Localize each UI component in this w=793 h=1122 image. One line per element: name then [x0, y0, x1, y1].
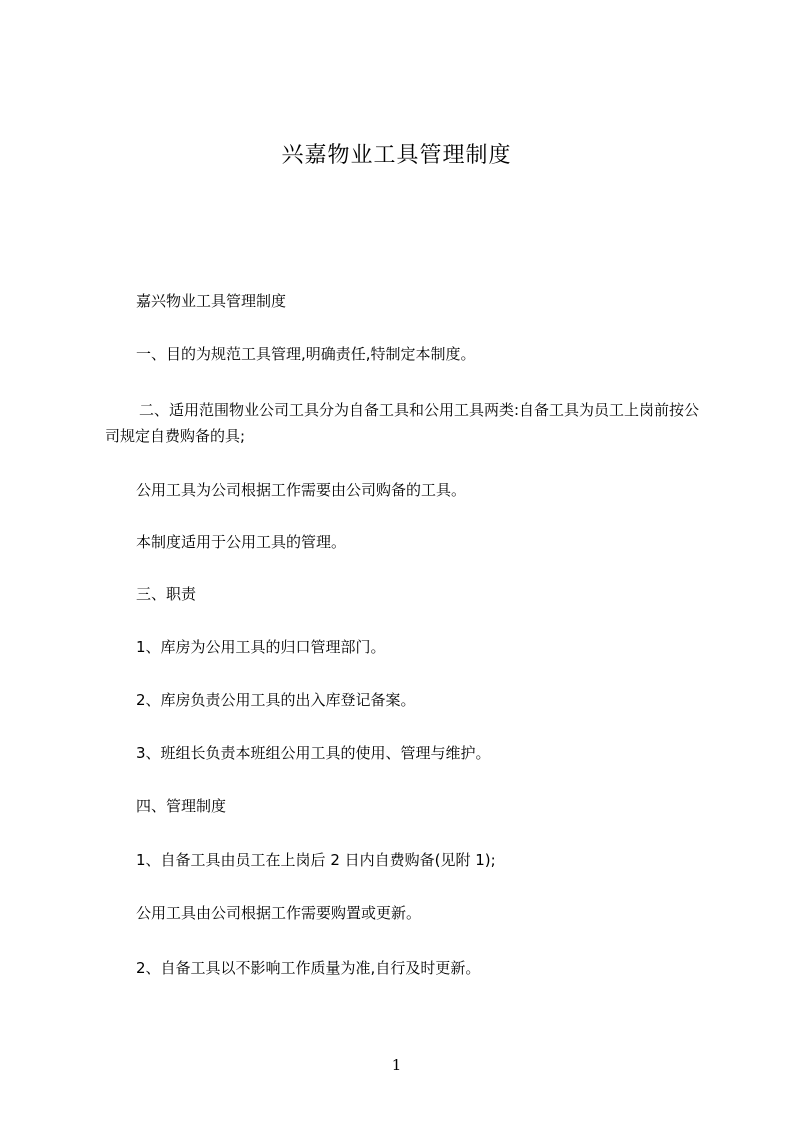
paragraph-scope: 二、适用范围物业公司工具分为自备工具和公用工具两类:自备工具为员工上岗前按公司规定自费购备的具; — [105, 401, 700, 445]
paragraph-purpose: 一、目的为规范工具管理,明确责任,特制定本制度。 — [136, 345, 476, 363]
paragraph-mgmt-1: 1、自备工具由员工在上岗后 2 日内自费购备(见附 1); — [136, 851, 496, 869]
paragraph-applicability: 本制度适用于公用工具的管理。 — [136, 533, 347, 551]
paragraph-mgmt-1b: 公用工具由公司根据工作需要购置或更新。 — [136, 904, 422, 922]
document-title: 兴嘉物业工具管理制度 — [281, 143, 512, 168]
paragraph-resp-1: 1、库房为公用工具的归口管理部门。 — [136, 638, 386, 656]
paragraph-subtitle: 嘉兴物业工具管理制度 — [136, 292, 287, 310]
paragraph-mgmt-2: 2、自备工具以不影响工作质量为准,自行及时更新。 — [136, 959, 481, 977]
heading-responsibilities: 三、职责 — [136, 585, 197, 603]
page-number: 1 — [391, 1056, 402, 1074]
paragraph-public-tools: 公用工具为公司根据工作需要由公司购备的工具。 — [136, 481, 467, 499]
paragraph-resp-3: 3、班组长负责本班组公用工具的使用、管理与维护。 — [136, 744, 491, 762]
paragraph-resp-2: 2、库房负责公用工具的出入库登记备案。 — [136, 691, 416, 709]
heading-management: 四、管理制度 — [136, 797, 227, 815]
